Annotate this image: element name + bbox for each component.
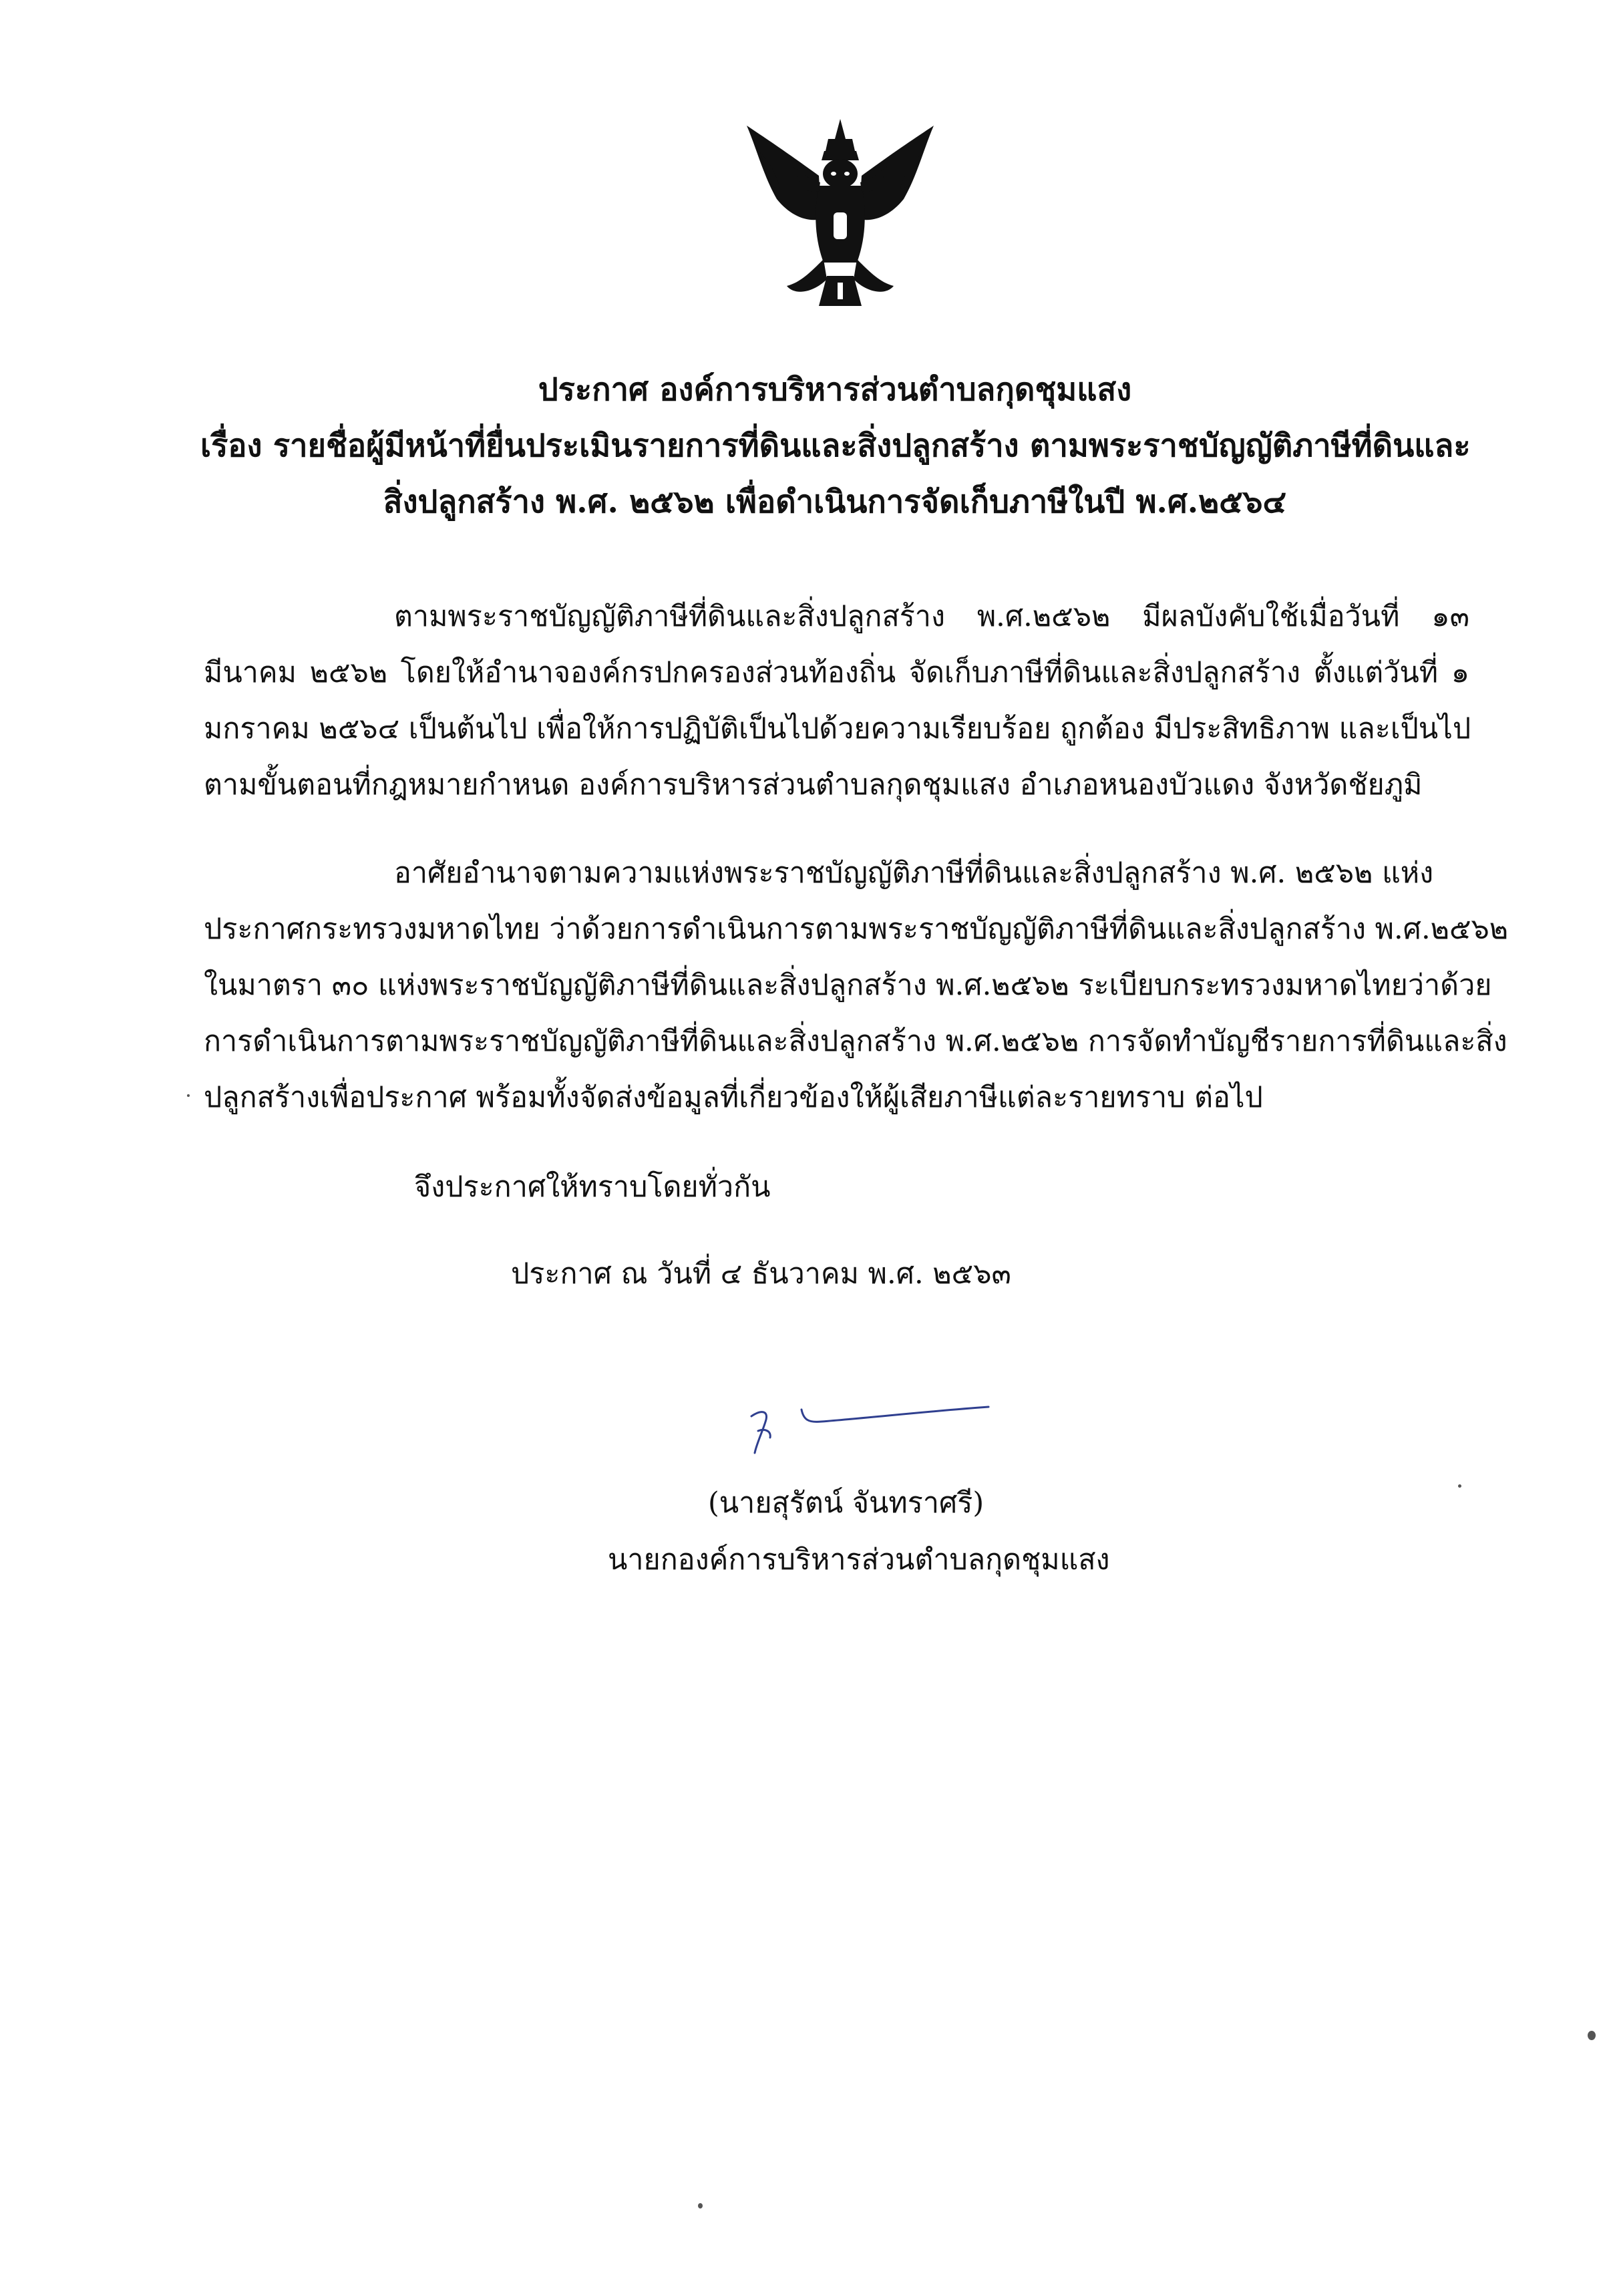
paragraph-2-line-3: ในมาตรา ๓๐ แห่งพระราชบัญญัติภาษีที่ดินและสิ่งปลูกสร้าง พ.ศ.๒๕๖๒ ระเบียบกระทรวงมหาดไทยว่าด้วย — [204, 969, 1492, 1002]
subject-line-continued: สิ่งปลูกสร้าง พ.ศ. ๒๕๖๒ เพื่อดำเนินการจัดเก็บภาษีในปี พ.ศ.๒๕๖๔ — [383, 484, 1287, 520]
scan-speck — [698, 2203, 703, 2208]
paragraph-1-line-1: ตามพระราชบัญญัติภาษีที่ดินและสิ่งปลูกสร้าง พ.ศ.๒๕๖๒ มีผลบังคับใช้เมื่อวันที่ ๑๓ — [394, 600, 1469, 633]
signatory-name: (นายสุรัตน์ จันทราศรี) — [708, 1486, 985, 1520]
handwritten-signature — [738, 1389, 992, 1463]
scan-speck — [187, 1094, 190, 1097]
scan-speck — [1458, 1484, 1461, 1488]
paragraph-1-line-3: มกราคม ๒๕๖๔ เป็นต้นไป เพื่อให้การปฏิบัติเป็นไปด้วยความเรียบร้อย ถูกต้อง มีประสิทธิภาพ และเป็นไป — [204, 712, 1471, 746]
closing-statement: จึงประกาศให้ทราบโดยทั่วกัน — [414, 1170, 771, 1204]
paragraph-2-line-2: ประกาศกระทรวงมหาดไทย ว่าด้วยการดำเนินการตามพระราชบัญญัติภาษีที่ดินและสิ่งปลูกสร้าง พ.ศ.๒๕๖๒ — [204, 913, 1509, 946]
garuda-emblem — [740, 112, 940, 313]
announcement-date: ประกาศ ณ วันที่ ๔ ธันวาคม พ.ศ. ๒๕๖๓ — [511, 1257, 1011, 1291]
paragraph-1-line-4: ตามขั้นตอนที่กฎหมายกำหนด องค์การบริหารส่วนตำบลกุดชุมแสง อำเภอหนองบัวแดง จังหวัดชัยภูมิ — [204, 768, 1423, 802]
scan-speck — [1588, 2031, 1596, 2040]
paragraph-2-line-5: ปลูกสร้างเพื่อประกาศ พร้อมทั้งจัดส่งข้อมูลที่เกี่ยวข้องให้ผู้เสียภาษีแต่ละรายทราบ ต่อไป — [204, 1081, 1263, 1114]
paragraph-2-line-1: อาศัยอำนาจตามความแห่งพระราชบัญญัติภาษีที่ดินและสิ่งปลูกสร้าง พ.ศ. ๒๕๖๒ แห่ง — [394, 856, 1434, 890]
subject-line: เรื่อง รายชื่อผู้มีหน้าที่ยื่นประเมินรายการที่ดินและสิ่งปลูกสร้าง ตามพระราชบัญญัติภาษีที่ดินและ — [200, 428, 1471, 464]
announcement-title: ประกาศ องค์การบริหารส่วนตำบลกุดชุมแสง — [538, 371, 1132, 408]
signatory-position: นายกองค์การบริหารส่วนตำบลกุดชุมแสง — [608, 1543, 1110, 1577]
paragraph-1-line-2: มีนาคม ๒๕๖๒ โดยให้อำนาจองค์กรปกครองส่วนท้องถิ่น จัดเก็บภาษีที่ดินและสิ่งปลูกสร้าง ตั้งแต่วันที่ ๑ — [204, 656, 1469, 689]
paragraph-2-line-4: การดำเนินการตามพระราชบัญญัติภาษีที่ดินและสิ่งปลูกสร้าง พ.ศ.๒๕๖๒ การจัดทำบัญชีรายการที่ดินและสิ่ง — [204, 1025, 1507, 1058]
